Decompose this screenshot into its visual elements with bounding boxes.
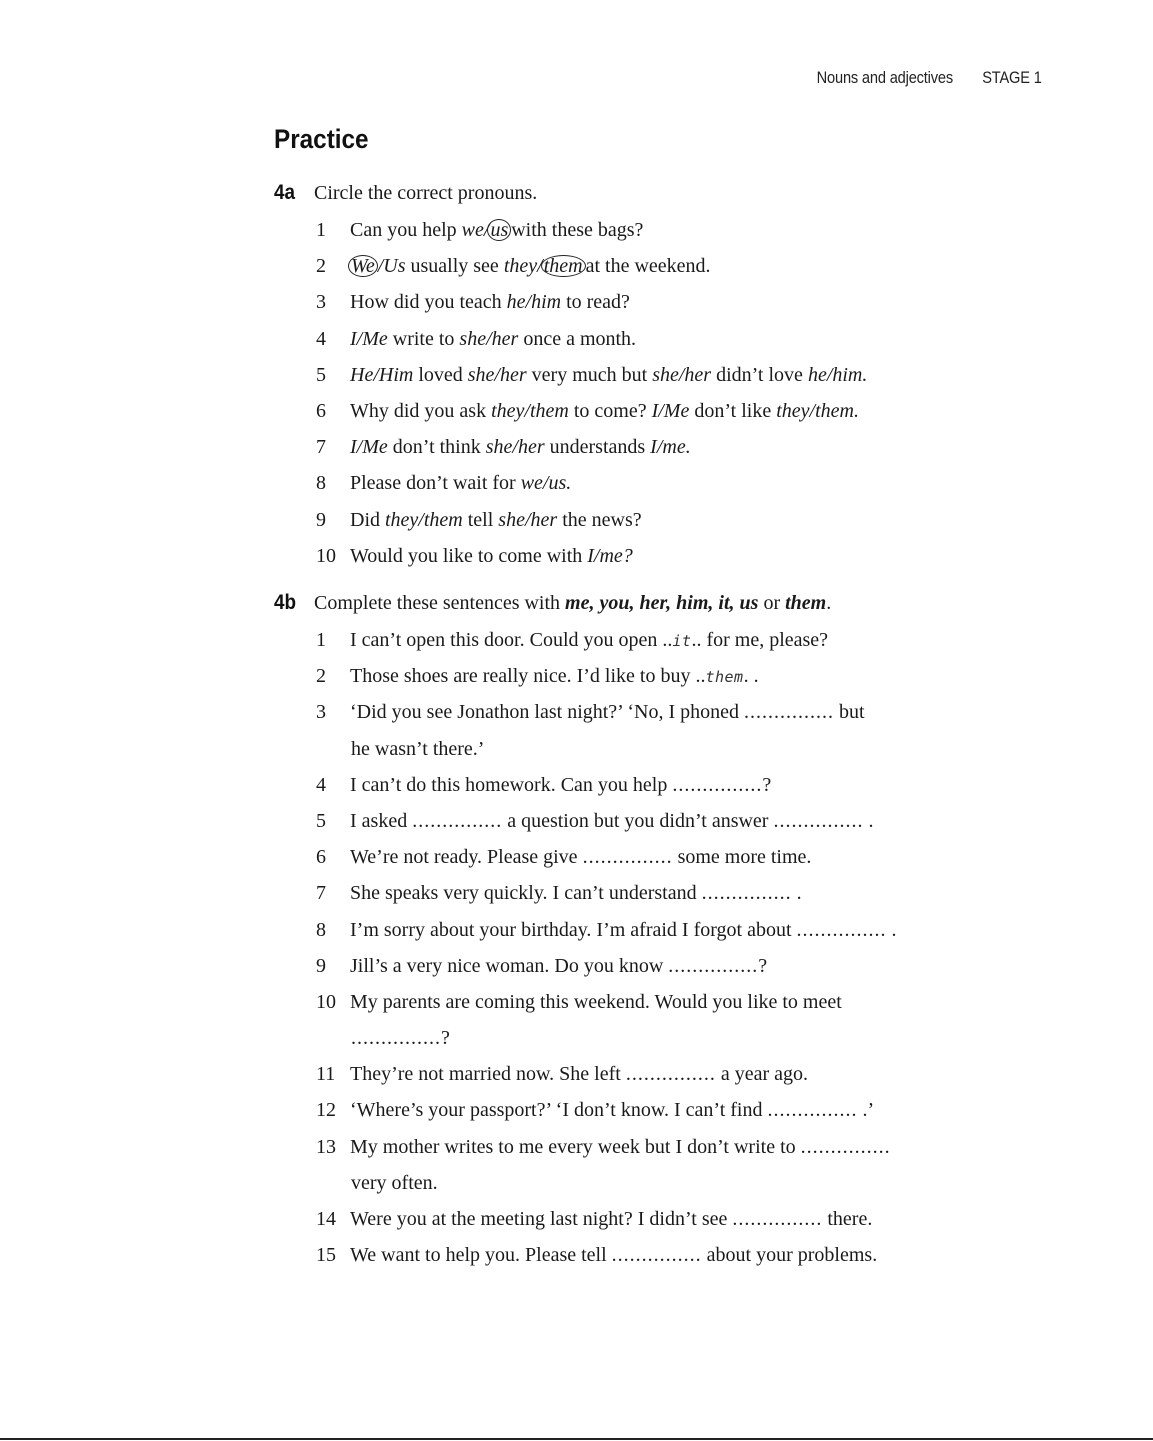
- list-item: [316, 622, 1016, 658]
- item-text: I’m sorry about your birthday. I’m afraid I forgot about ............... .: [350, 918, 897, 941]
- list-item: [316, 538, 1016, 574]
- list-item: [316, 1129, 1016, 1201]
- item-text: Would you like to come with I/me?: [350, 544, 633, 567]
- stage-label: STAGE 1: [982, 68, 1042, 87]
- item-number: 15: [316, 1244, 336, 1267]
- item-text: Those shoes are really nice. I’d like to buy ..them. .: [350, 665, 759, 688]
- list-item: [316, 502, 1016, 538]
- list-item: [316, 212, 1016, 248]
- item-text: Can you help we/us with these bags?: [350, 219, 644, 241]
- exercise-instruction: Circle the correct pronouns.: [314, 182, 538, 204]
- item-number: 1: [316, 219, 326, 241]
- item-number: 4: [316, 773, 326, 796]
- item-number: 7: [316, 436, 326, 459]
- item-text: Jill’s a very nice woman. Do you know ...............?: [350, 954, 768, 977]
- item-text: Why did you ask they/them to come? I/Me don’t like they/them.: [350, 399, 859, 422]
- list-item: [316, 1056, 1016, 1092]
- item-text: Were you at the meeting last night? I didn’t see ............... there.: [350, 1208, 873, 1231]
- handwritten-answer: it: [672, 632, 692, 650]
- list-item: [316, 948, 1016, 984]
- item-text: My parents are coming this weekend. Would you like to meet: [350, 990, 842, 1013]
- item-number: 4: [316, 327, 326, 350]
- list-item: [316, 393, 1016, 429]
- item-text-continued: ...............?: [351, 1027, 450, 1050]
- handwritten-answer: them: [705, 668, 744, 687]
- running-header: [817, 68, 1042, 88]
- item-text: ‘Did you see Jonathon last night?’ ‘No, I phoned ............... but: [350, 701, 865, 724]
- exercise-4a-list: [316, 212, 1016, 574]
- circled-answer: us: [487, 219, 511, 241]
- list-item: [316, 429, 1016, 465]
- list-item: [316, 465, 1016, 501]
- exercise-4a-heading: [274, 181, 537, 205]
- exercise-number: 4b: [274, 591, 297, 614]
- item-text: How did you teach he/him to read?: [350, 291, 630, 314]
- item-text-continued: he wasn’t there.’: [351, 737, 485, 760]
- list-item: [316, 1237, 1016, 1273]
- exercise-4b-heading: [274, 591, 831, 615]
- item-number: 10: [316, 990, 336, 1013]
- item-text: We want to help you. Please tell ............... about your problems.: [350, 1244, 878, 1267]
- list-item: [316, 1092, 1016, 1128]
- item-number: 5: [316, 809, 326, 832]
- item-number: 6: [316, 399, 326, 422]
- item-number: 9: [316, 508, 326, 531]
- item-text: My mother writes to me every week but I don’t write to ...............: [350, 1135, 891, 1158]
- item-number: 1: [316, 629, 326, 651]
- item-number: 6: [316, 846, 326, 869]
- list-item: [316, 658, 1016, 694]
- item-text: Please don’t wait for we/us.: [350, 472, 572, 495]
- section-title: Nouns and adjectives: [816, 68, 954, 87]
- item-text: Did they/them tell she/her the news?: [350, 508, 642, 531]
- item-number: 9: [316, 954, 326, 977]
- list-item: [316, 1201, 1016, 1237]
- item-text: He/Him loved she/her very much but she/her didn’t love he/him.: [350, 363, 868, 386]
- list-item: [316, 248, 1016, 284]
- exercise-instruction: Complete these sentences with me, you, her, him, it, us or them.: [314, 592, 832, 614]
- item-number: 2: [316, 665, 326, 688]
- item-text: I can’t do this homework. Can you help ...............?: [350, 773, 772, 796]
- exercise-number: 4a: [274, 181, 296, 204]
- item-number: 7: [316, 882, 326, 905]
- list-item: [316, 321, 1016, 357]
- list-item: [316, 912, 1016, 948]
- item-text: We /Us usually see they/them at the weekend.: [350, 248, 711, 284]
- list-item: [316, 694, 1016, 766]
- item-number: 5: [316, 363, 326, 386]
- circled-answer: them: [541, 255, 586, 277]
- list-item: [316, 357, 1016, 393]
- item-number: 8: [316, 918, 326, 941]
- list-item: [316, 839, 1016, 875]
- item-text: ‘Where’s your passport?’ ‘I don’t know. I can’t find ............... .’: [350, 1099, 875, 1122]
- list-item: [316, 984, 1016, 1056]
- list-item: [316, 803, 1016, 839]
- item-text-continued: very often.: [351, 1171, 438, 1194]
- circled-answer: We: [348, 255, 378, 277]
- page-bottom-rule: [0, 1438, 1153, 1440]
- exercise-4b-list: [316, 622, 1016, 1273]
- item-text: I asked ............... a question but you didn’t answer ............... .: [350, 809, 874, 832]
- item-text: I/Me write to she/her once a month.: [350, 327, 637, 350]
- item-number: 3: [316, 701, 326, 724]
- item-text: We’re not ready. Please give ............... some more time.: [350, 846, 812, 869]
- item-text: They’re not married now. She left ............... a year ago.: [350, 1063, 809, 1086]
- item-text: I/Me don’t think she/her understands I/me.: [350, 436, 691, 459]
- item-number: 12: [316, 1099, 336, 1122]
- item-number: 11: [316, 1063, 336, 1086]
- list-item: [316, 284, 1016, 320]
- item-number: 13: [316, 1135, 336, 1158]
- list-item: [316, 767, 1016, 803]
- page-title: Practice: [274, 124, 369, 154]
- item-number: 14: [316, 1208, 336, 1231]
- item-text: She speaks very quickly. I can’t understand ............... .: [350, 882, 802, 905]
- item-number: 10: [316, 544, 336, 567]
- item-number: 2: [316, 255, 326, 278]
- item-number: 8: [316, 472, 326, 495]
- item-number: 3: [316, 291, 326, 314]
- list-item: [316, 875, 1016, 911]
- item-text: I can’t open this door. Could you open ..it.. for me, please?: [350, 629, 829, 651]
